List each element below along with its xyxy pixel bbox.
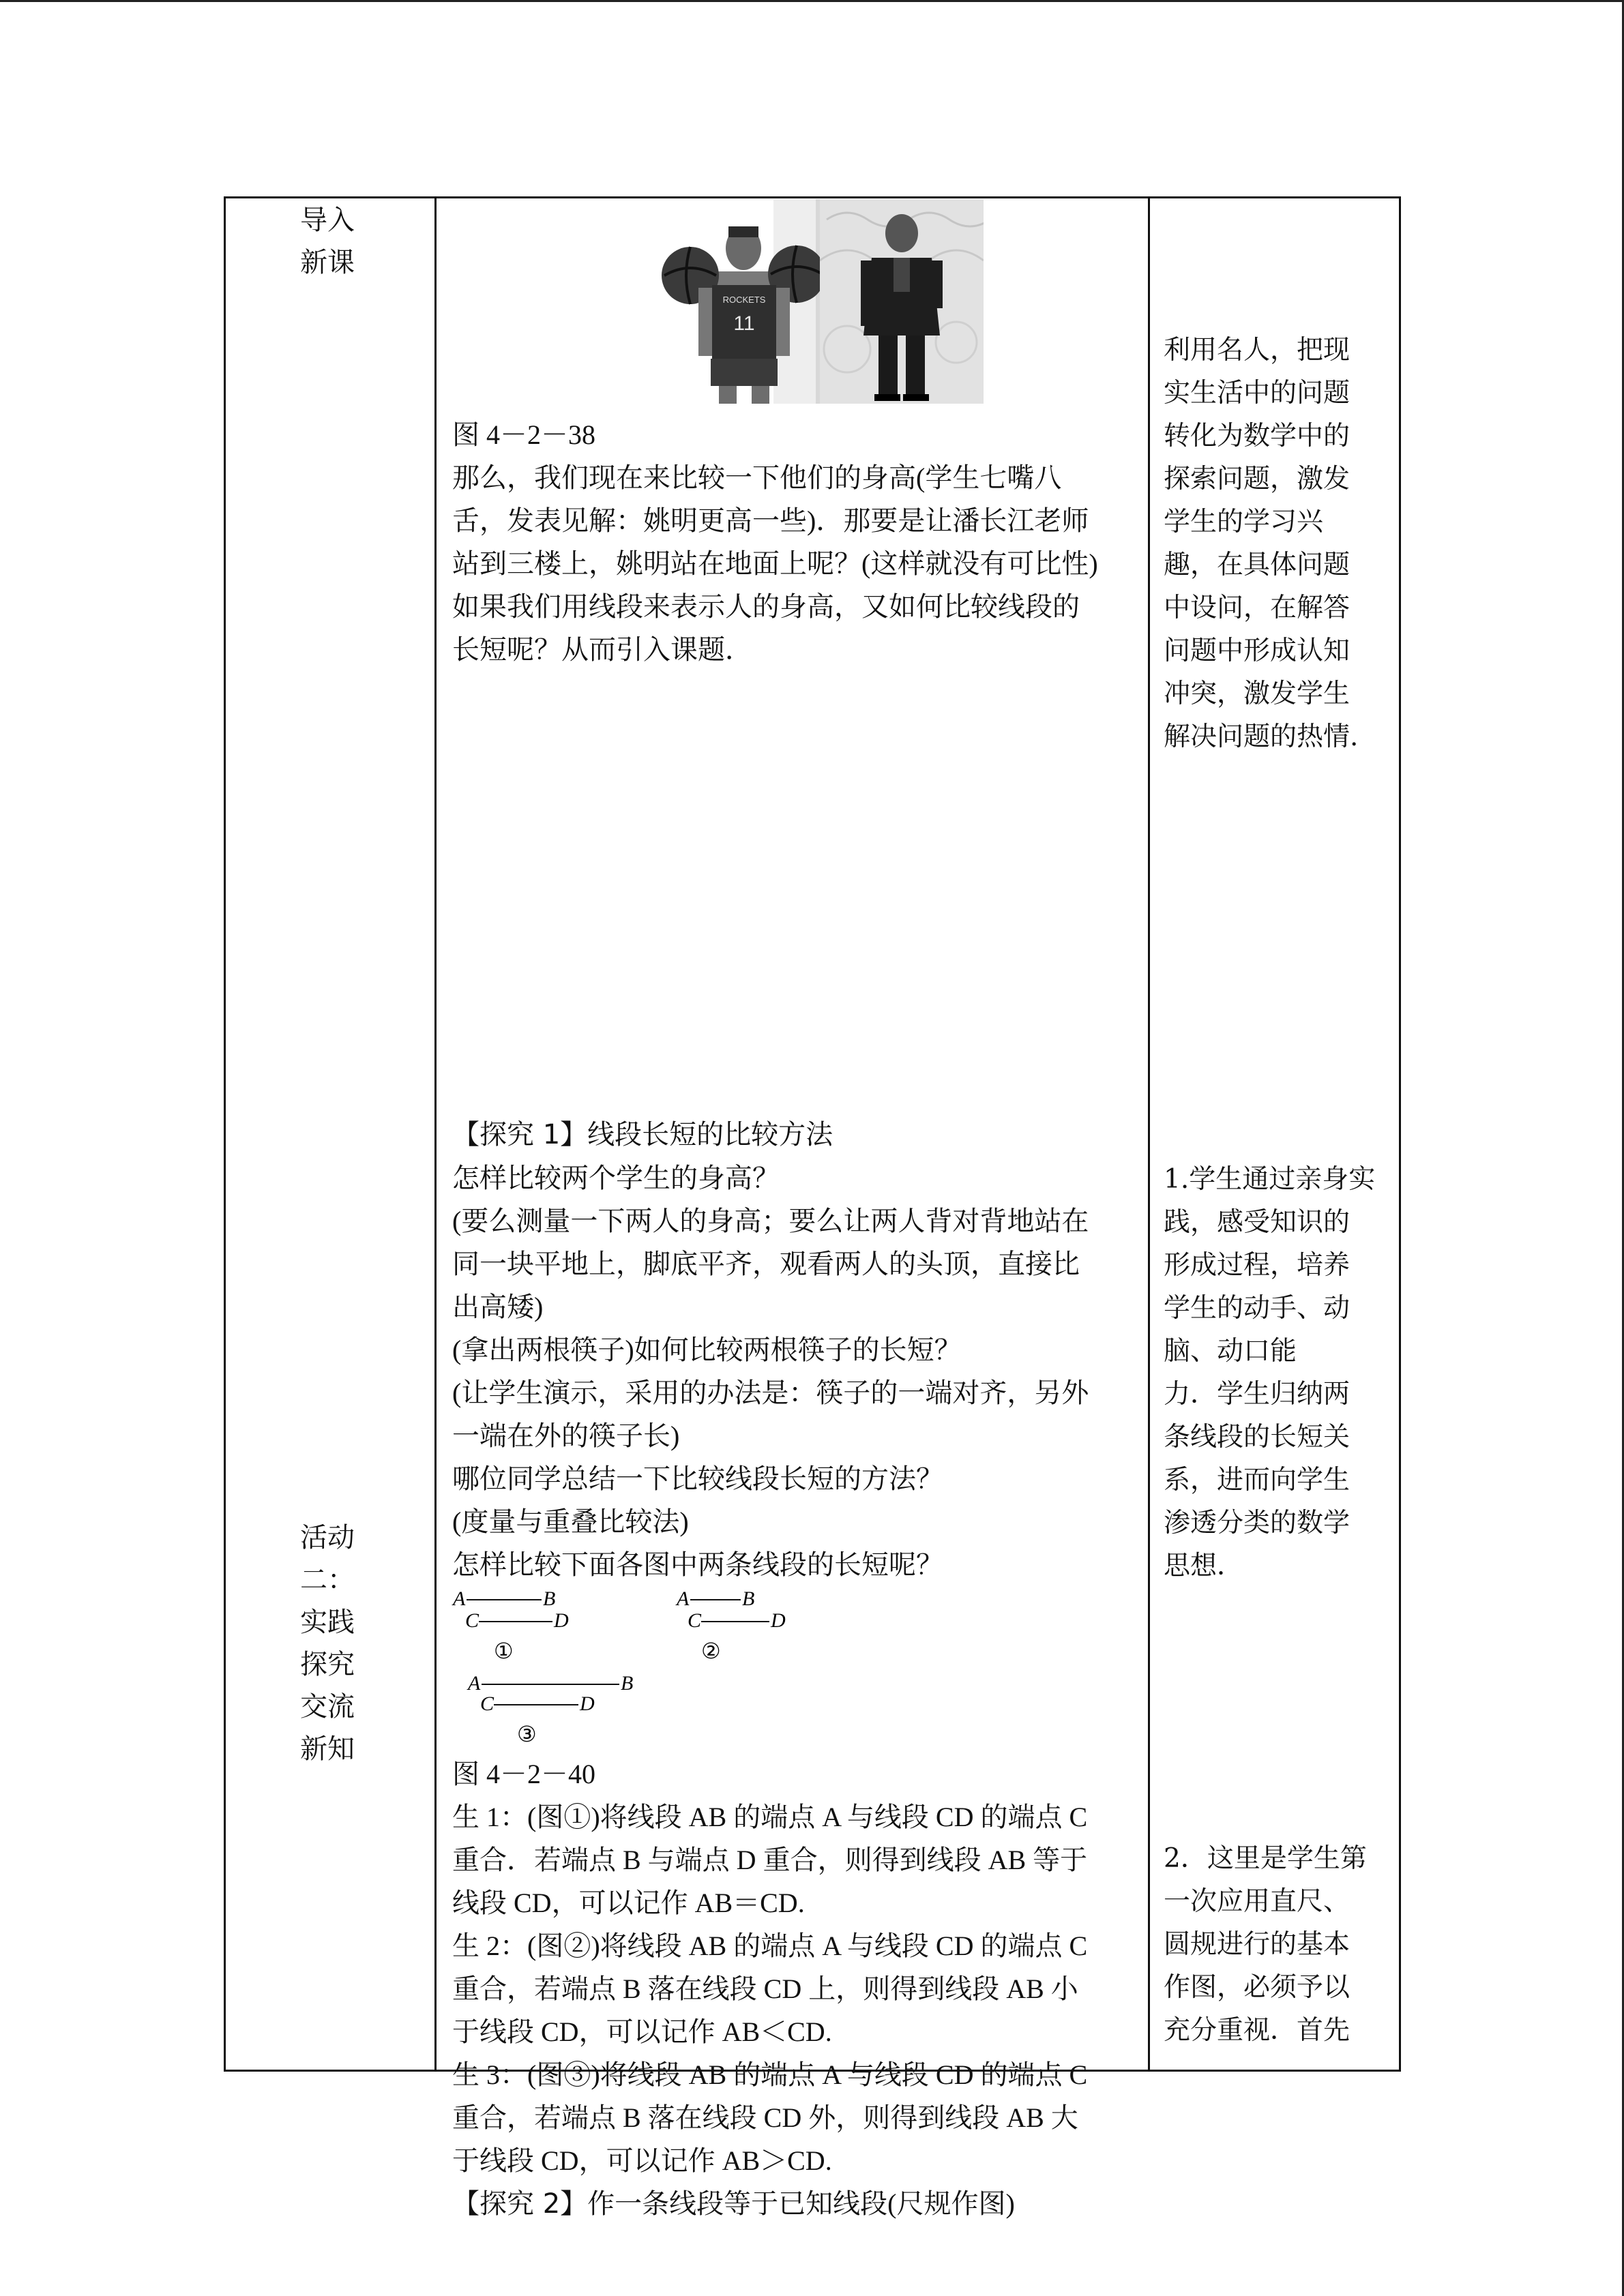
explore2-title: 作一条线段等于已知线段(尺规作图) [587,2188,1015,2219]
table-border-top [224,196,1401,198]
section-label-line: 交流 [300,1691,355,1723]
jersey-text: ROCKETS [722,295,766,305]
photo-comedian [820,199,984,404]
explore-notes-2 [1164,1837,1389,2052]
note-line: 力．学生归纳两 [1164,1379,1350,1410]
figure-number: ① [494,1639,514,1663]
note-line: 问题中形成认知 [1164,636,1350,666]
figure-caption: 图 4－2－40 [452,1759,595,1789]
section-label-line: 新课 [300,247,355,278]
figure-number: ③ [517,1722,537,1746]
note-line: 渗透分类的数学 [1164,1508,1350,1538]
intro-content [452,413,1162,671]
note-line: 一次应用直尺、 [1164,1886,1350,1917]
section-label-line: 导入 [300,205,355,236]
note-line: 作图，必须予以 [1164,1972,1350,2003]
note-line: 解决问题的热情. [1164,721,1359,752]
segment-label: A [468,1672,481,1695]
figure-caption: 图 4－2－38 [452,419,595,450]
segment-label: C [465,1609,479,1632]
intro-notes [1164,329,1389,758]
paragraph-line: 怎样比较两个学生的身高？ [452,1163,780,1193]
note-line: 系，进而向学生 [1164,1465,1350,1495]
segment-label: D [771,1609,786,1632]
note-line: 中设问，在解答 [1164,593,1350,623]
column-divider-1 [434,196,437,2072]
page-top-border [0,0,1624,2]
paragraph-line: 生 1：(图①)将线段 AB 的端点 A 与线段 CD 的端点 C [452,1802,1088,1832]
note-line: 脑、动口能 [1164,1336,1297,1367]
explore1-content [452,1113,1162,1586]
paragraph-line: 如果我们用线段来表示人的身高，又如何比较线段的 [452,591,1080,622]
section-label-line: 二： [300,1564,355,1596]
section-label-activity2 [300,1517,355,1770]
section-label-line: 实践 [300,1607,355,1638]
paragraph-line: 于线段 CD，可以记作 AB＞CD. [452,2145,832,2176]
paragraph-line: 重合．若端点 B 与端点 D 重合，则得到线段 AB 等于 [452,1845,1088,1875]
paragraph-line: (让学生演示，采用的办法是：筷子的一端对齐，另外 [452,1377,1089,1408]
explore1-tag: 【探究 1】 [452,1119,588,1150]
segment-comparison-figure [449,1587,803,1751]
note-line: 充分重视．首先 [1164,2015,1350,2046]
paragraph-line: 怎样比较下面各图中两条线段的长短呢？ [452,1549,943,1580]
paragraph-line: 重合，若端点 B 落在线段 CD 上，则得到线段 AB 小 [452,1973,1078,2004]
section-label-intro [300,199,355,284]
section-label-line: 探究 [300,1649,355,1680]
segment-label: D [580,1693,595,1715]
jersey-number: 11 [733,312,755,335]
paragraph-line: (度量与重叠比较法) [452,1506,689,1537]
paragraph-line: 于线段 CD，可以记作 AB＜CD. [452,2016,832,2047]
paragraph-line: (拿出两根筷子)如何比较两根筷子的长短？ [452,1335,962,1365]
paragraph-line: 一端在外的筷子长) [452,1420,680,1451]
section-label-line: 活动 [300,1522,355,1553]
explore1-heading [452,1113,1162,1157]
segment-label: A [677,1587,690,1610]
segment-label: B [543,1587,556,1610]
paragraph-line: 哪位同学总结一下比较线段长短的方法？ [452,1463,943,1494]
table-border-right [1399,196,1401,2072]
paragraph-line: 生 3：(图③)将线段 AB 的端点 A 与线段 CD 的端点 C [452,2059,1088,2090]
explore-notes-1 [1164,1158,1389,1587]
note-line: 1.学生通过亲身实 [1164,1164,1376,1195]
segment-label: C [688,1609,702,1632]
paragraph-line: 重合，若端点 B 落在线段 CD 外，则得到线段 AB 大 [452,2102,1078,2133]
note-line: 践，感受知识的 [1164,1207,1350,1238]
note-line: 利用名人，把现 [1164,335,1350,366]
lesson-plan-table [224,196,1401,2220]
paragraph-line: 那么，我们现在来比较一下他们的身高(学生七嘴八 [452,462,1062,493]
note-line: 2．这里是学生第 [1164,1843,1367,1874]
paragraph-line: 同一块平地上，脚底平齐，观看两人的头顶，直接比 [452,1249,1080,1279]
explore1-title: 线段长短的比较方法 [587,1119,833,1150]
segment-label: D [554,1609,569,1632]
paragraph-line: 生 2：(图②)将线段 AB 的端点 A 与线段 CD 的端点 C [452,1930,1088,1961]
note-line: 实生活中的问题 [1164,378,1350,408]
note-line: 趣，在具体问题 [1164,550,1350,580]
note-line: 思想． [1164,1551,1244,1581]
note-line: 探索问题，激发 [1164,464,1350,494]
paragraph-line: 长短呢？从而引入课题． [452,634,752,665]
note-line: 转化为数学中的 [1164,421,1350,451]
segment-label: B [621,1672,634,1695]
explore2-heading [452,2182,1162,2226]
note-line: 学生的动手、动 [1164,1293,1350,1324]
paragraph-line: 出高矮) [452,1292,544,1322]
segment-label: B [742,1587,755,1610]
note-line: 形成过程，培养 [1164,1250,1350,1281]
paragraph-line: 舌，发表见解：姚明更高一些)．那要是让潘长江老师 [452,505,1089,536]
note-line: 冲突，激发学生 [1164,679,1350,709]
note-line: 学生的学习兴 [1164,507,1324,537]
table-border-left [224,196,226,2072]
paragraph-line: 线段 CD，可以记作 AB＝CD. [452,1888,805,1918]
segment-label: A [453,1587,466,1610]
note-line: 条线段的长短关 [1164,1422,1350,1452]
paragraph-line: (要么测量一下两人的身高；要么让两人背对背地站在 [452,1206,1089,1236]
photo-basketball-player [644,199,840,404]
figure-number: ② [701,1639,721,1663]
explore2-tag: 【探究 2】 [452,2188,588,2220]
segment-label: C [480,1693,494,1715]
section-label-line: 新知 [300,1733,355,1765]
explore-conclusions [452,1753,1162,2226]
paragraph-line: 站到三楼上，姚明站在地面上呢？(这样就没有可比性) [452,548,1098,579]
note-line: 圆规进行的基本 [1164,1929,1350,1960]
